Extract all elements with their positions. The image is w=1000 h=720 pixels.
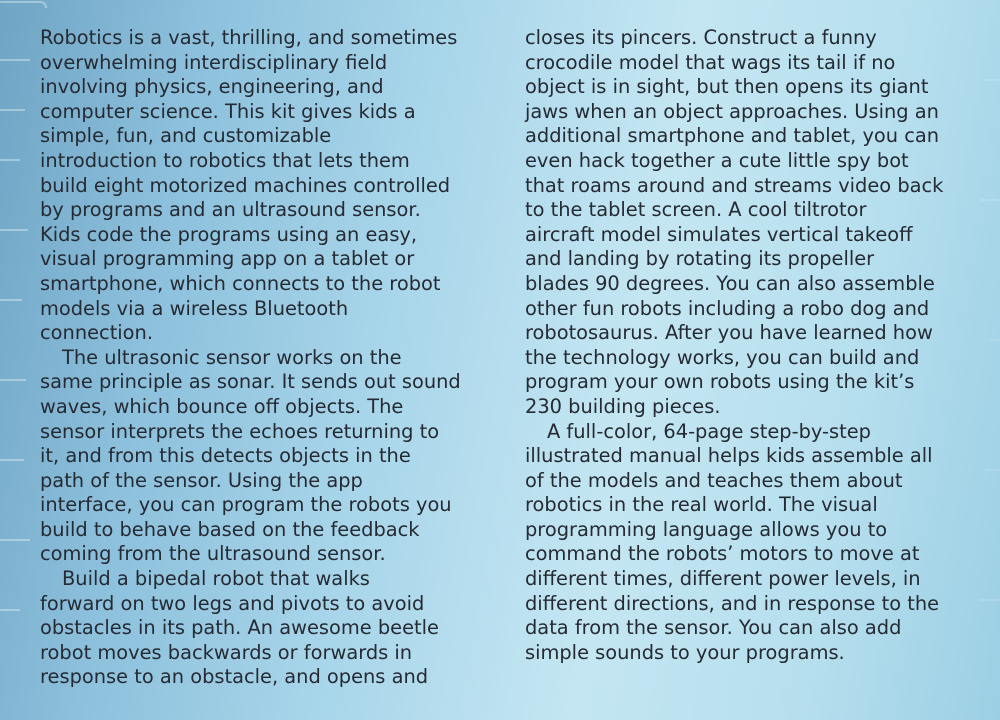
text-line: jaws when an object approaches. Using an [525,99,939,123]
text-column-right [525,26,985,665]
text-line: closes its pincers. Construct a funny [525,26,877,49]
text-line: forward on two legs and pivots to avoid [40,591,425,615]
text-line: robotics in the real world. The visual [525,493,878,517]
text-line: to the tablet screen. A cool tiltrotor [525,198,867,222]
text-line: additional smartphone and tablet, you can [525,124,940,148]
text-line: introduction to robotics that lets them [40,148,410,172]
text-line: illustrated manual helps kids assemble all [525,444,933,468]
text-line: command the robots’ motors to move at [525,542,920,566]
text-line: simple sounds to your programs. [525,640,845,664]
text-line: and landing by rotating its propeller [525,247,875,271]
text-line: interface, you can program the robots you [40,493,452,517]
text-line: same principle as sonar. It sends out sound [40,370,461,394]
text-line: aircraft model simulates vertical takeoff [525,222,913,246]
text-line: other fun robots including a robo dog and [525,296,930,320]
text-line: simple, fun, and customizable [40,124,332,148]
text-line: The ultrasonic sensor works on the [62,345,402,369]
text-line: robot moves backwards or forwards in [40,640,413,664]
text-line: A full-color, 64-page step-by-step [547,419,871,443]
text-line: data from the sensor. You can also add [525,616,902,640]
text-line: by programs and an ultrasound sensor. [40,198,421,222]
text-line: involving physics, engineering, and [40,75,384,99]
text-line: path of the sensor. Using the app [40,468,363,492]
text-line: object is in sight, but then opens its giant [525,75,929,99]
text-line: blades 90 degrees. You can also assemble [525,271,935,295]
text-line: of the models and teaches them about [525,468,903,492]
text-line: overwhelming interdisciplinary field [40,50,388,74]
text-line: crocodile model that wags its tail if no [525,50,896,74]
text-line: different directions, and in response to the [525,591,940,615]
text-line: response to an obstacle, and opens and [40,665,429,689]
text-line: program your own robots using the kit’s [525,370,915,394]
text-line: 230 building pieces. [525,394,721,418]
text-line: build to behave based on the feedback [40,517,420,541]
text-line: waves, which bounce off objects. The [40,394,404,418]
text-line: sensor interprets the echoes returning to [40,419,440,443]
text-line: coming from the ultrasound sensor. [40,542,386,566]
text-line: different times, different power levels, in [525,567,921,591]
text-line: Robotics is a vast, thrilling, and sometimes [40,26,458,49]
text-line: obstacles in its path. An awesome beetle [40,616,439,640]
text-line: visual programming app on a tablet or [40,247,415,271]
text-line: programming language allows you to [525,517,888,541]
text-column-left [40,26,510,690]
text-line: that roams around and streams video back [525,173,944,197]
text-line: computer science. This kit gives kids a [40,99,416,123]
text-line: Kids code the programs using an easy, [40,222,418,246]
text-line: robotosaurus. After you have learned how [525,321,933,345]
text-line: models via a wireless Bluetooth [40,296,349,320]
text-line: connection. [40,321,154,345]
text-line: even hack together a cute little spy bot [525,148,909,172]
text-line: Build a bipedal robot that walks [62,567,370,591]
text-line: smartphone, which connects to the robot [40,271,441,295]
text-line: it, and from this detects objects in the [40,444,411,468]
text-line: build eight motorized machines controlled [40,173,451,197]
text-line: the technology works, you can build and [525,345,920,369]
